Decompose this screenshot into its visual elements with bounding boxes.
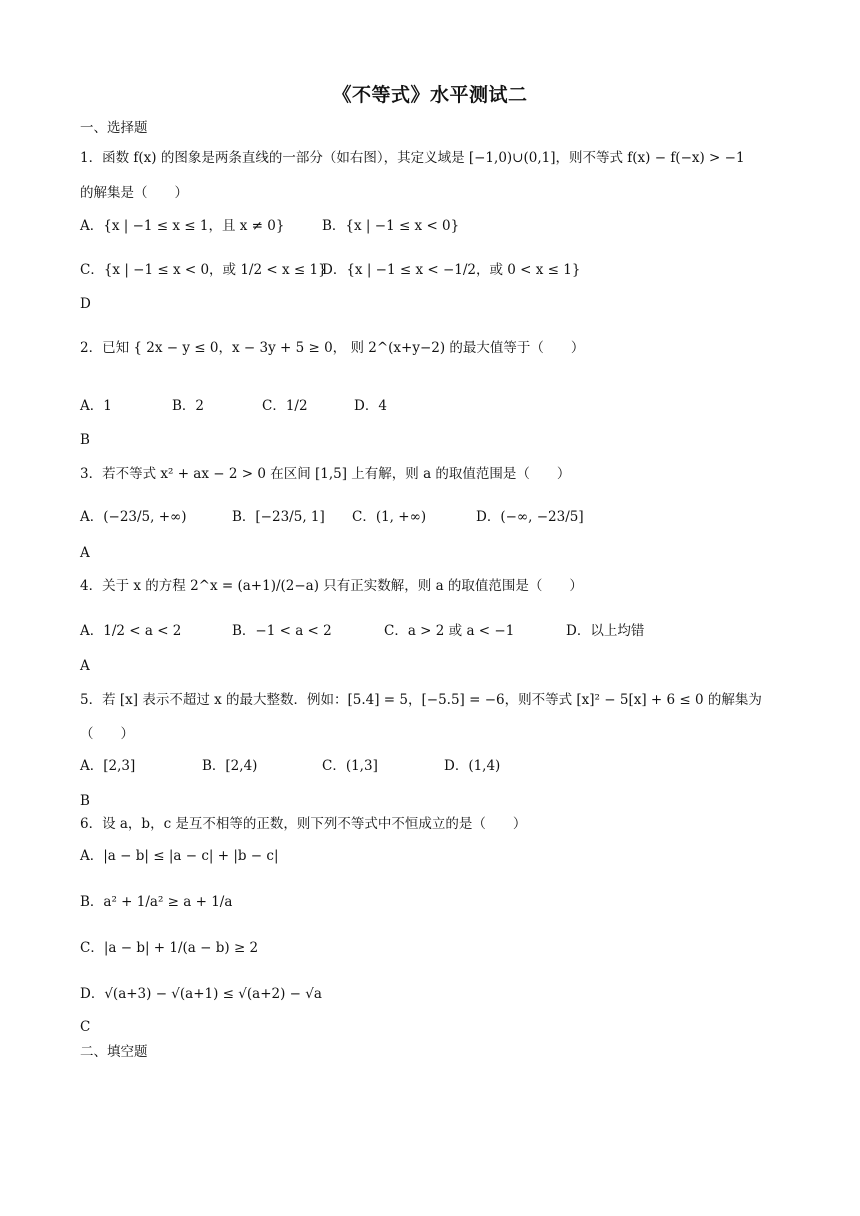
question-4-answer: A [80,658,90,674]
question-2-option-c: C．1/2 [262,398,308,414]
question-3-option-a: A．(−23/5, +∞) [80,509,187,525]
question-6-option-d: D．√(a+3) − √(a+1) ≤ √(a+2) − √a [80,986,322,1002]
page-title: 《不等式》水平测试二 [332,84,528,106]
question-1-option-c: C．{x | −1 ≤ x < 0，或 1/2 < x ≤ 1} [80,262,327,278]
question-3-option-b: B．[−23/5, 1] [232,509,325,525]
section-heading: 一、选择题 [80,120,148,136]
question-5-option-c: C．(1,3] [322,758,378,774]
question-1-stem: 1．函数 f(x) 的图象是两条直线的一部分（如右图），其定义域是 [−1,0)∪(0,1]，则不等式 f(x) − f(−x) > −1 [80,150,745,166]
question-1-option-b: B．{x | −1 ≤ x < 0} [322,218,460,234]
question-2-option-d: D．4 [354,398,387,414]
question-2-option-a: A．1 [80,398,112,414]
question-3-answer: A [80,545,90,561]
question-4-option-c: C．a > 2 或 a < −1 [384,623,515,639]
question-5-option-d: D．(1,4) [444,758,501,774]
question-2-option-b: B．2 [172,398,205,414]
question-2-answer: B [80,432,90,448]
question-5-option-b: B．[2,4) [202,758,258,774]
question-5-stem-continued: （ ） [80,726,134,742]
question-3-option-c: C．(1, +∞) [352,509,427,525]
question-4-stem: 4．关于 x 的方程 2^x = (a+1)/(2−a) 只有正实数解，则 a 的取值范围是（ ） [80,578,583,594]
question-5-option-a: A．[2,3] [80,758,136,774]
question-1-answer: D [80,296,91,312]
question-6-answer: C [80,1019,91,1035]
question-5-stem: 5．若 [x] 表示不超过 x 的最大整数．例如：[5.4] = 5，[−5.5] = −6，则不等式 [x]² − 5[x] + 6 ≤ 0 的解集为 [80,692,762,708]
question-1-stem-continued: 的解集是（ ） [80,185,188,201]
question-1-option-d: D．{x | −1 ≤ x < −1/2，或 0 < x ≤ 1} [322,262,581,278]
question-6-option-c: C．|a − b| + 1/(a − b) ≥ 2 [80,940,259,956]
question-5-answer: B [80,793,90,809]
question-4-option-b: B．−1 < a < 2 [232,623,332,639]
question-6-stem: 6．设 a，b，c 是互不相等的正数，则下列不等式中不恒成立的是（ ） [80,816,527,832]
question-6-option-b: B．a² + 1/a² ≥ a + 1/a [80,894,233,910]
question-3-stem: 3．若不等式 x² + ax − 2 > 0 在区间 [1,5] 上有解，则 a 的取值范围是（ ） [80,466,571,482]
question-4-option-d: D．以上均错 [566,623,645,639]
section-heading-fill-in: 二、填空题 [80,1044,148,1060]
question-4-option-a: A．1/2 < a < 2 [80,623,182,639]
question-1-option-a: A．{x | −1 ≤ x ≤ 1，且 x ≠ 0} [80,218,285,234]
question-2-stem: 2．已知 { 2x − y ≤ 0，x − 3y + 5 ≥ 0， 则 2^(x+y−2) 的最大值等于（ ） [80,340,585,356]
question-3-option-d: D．(−∞, −23/5] [476,509,584,525]
question-6-option-a: A．|a − b| ≤ |a − c| + |b − c| [80,848,279,864]
